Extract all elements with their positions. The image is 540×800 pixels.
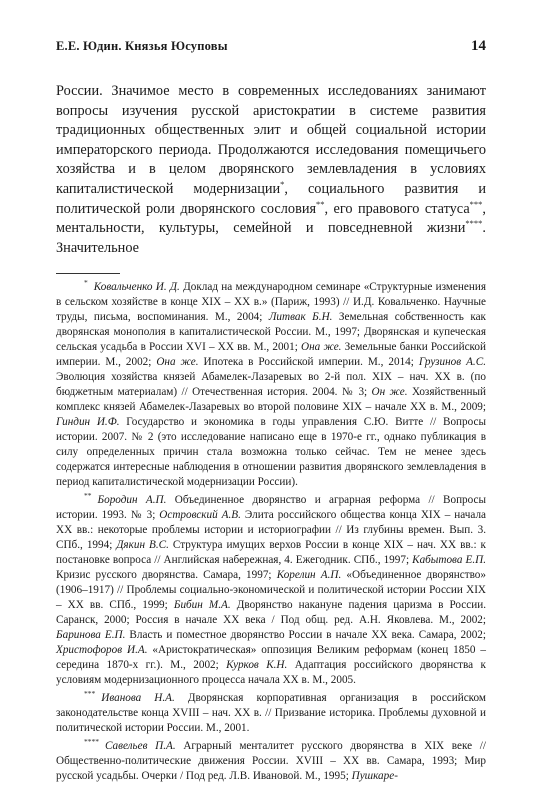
- footnote-author: Она же.: [301, 340, 342, 353]
- footnote-text: Власть и поместное дворянство России в начале XX века. Самара, 2002;: [125, 628, 486, 641]
- footnotes: [56, 277, 487, 784]
- running-head: Е.Е. Юдин. Князья Юсуповы: [56, 39, 228, 53]
- footnote-author: Грузинов А.С.: [418, 355, 486, 368]
- footnote-mark: *: [84, 277, 88, 287]
- footnote-author: Она же.: [156, 355, 199, 368]
- footnote-text: Структура имущих верхов России в конце XIX – нач. XX вв.: к постановке вопроса // Английская набережная, 4. Ежегодник. СПб., 1997;: [56, 538, 486, 566]
- footnote-author: Гиндин И.Ф.: [56, 415, 120, 428]
- footnote-text: Ипотека в Российской империи. М., 2014;: [198, 355, 419, 368]
- footnote-reference: ****: [465, 218, 483, 229]
- footnote-author: Кабытова Е.П.: [412, 553, 486, 566]
- footnote: [56, 277, 486, 490]
- main-text-segment: , ментальности, культуры, семейной и повседневной жизни: [56, 200, 486, 237]
- main-text-segment: , социального развития и политической роли дворянского сословия: [56, 180, 486, 217]
- footnote-reference: *: [280, 179, 285, 190]
- footnote-author: Бородин А.П.: [97, 493, 167, 506]
- footnote-text: Кризис русского дворянства. Самара, 1997;: [56, 568, 277, 581]
- footnote-author: Курков К.Н.: [226, 658, 288, 671]
- footnote-author: Он же.: [371, 385, 408, 398]
- footnote-text: Государство и экономика в годы управления С.Ю. Витте // Вопросы истории. 2007. № 2 (это исследование написано еще в 1970-е гг., однако публикация в силу определенных причин стала возможна только сейчас. Тем не менее здесь содержатся интересные наблюдения в отношении развития дворянского землевладения в период капиталистической модернизации России).: [56, 415, 486, 488]
- footnote-text: Хозяйственный комплекс князей Абамелек-Лазаревых во второй половине XIX – начале XX в. М., 2009;: [56, 385, 486, 413]
- footnote-text: Земельная собственность как дворянская монополия в капиталистической России. М., 1997; Дворянская и купеческая сельская усадьба в России XVI – XX вв. М., 2001;: [56, 310, 486, 353]
- footnote-text: Дворянская корпоративная организация в российском законодательстве конца XVIII – нач. XX в. // Призвание историка. Проблемы духовной и политической истории России. М., 2001.: [56, 691, 486, 734]
- footnote-author: Литвак Б.Н.: [268, 310, 333, 323]
- footnote-mark: **: [84, 490, 92, 500]
- main-text-paragraph: [56, 82, 486, 258]
- footnote-author: Савельев П.А.: [105, 739, 176, 752]
- footnote-text: «Аристократическая» оппозиция Великим реформам (конец 1850 – середина 1870-х гг.). М., 2002;: [56, 643, 486, 671]
- footnote-text: Адаптация российского дворянства к условиям модернизационного процесса начала XX в. М., 2005.: [56, 658, 486, 686]
- page-number: 14: [471, 38, 486, 54]
- footnote-author: Пушкаре-: [351, 769, 398, 782]
- footnote-author: Христофоров И.А.: [56, 643, 148, 656]
- footnote-text: Объединенное дворянство и аграрная реформа // Вопросы истории. 1993. № 3;: [56, 493, 486, 521]
- main-text-segment: России. Значимое место в современных исследованиях занимают вопросы изучения русской аристократии в системе развития традиционных общественных элит и общей социальной истории императорского периода. Продолжаются исследования помещичьего хозяйства и в целом дворянского землевладения в условиях капиталистической модернизации: [56, 83, 486, 197]
- footnote: [56, 490, 487, 688]
- footnote-text: Элита российского общества конца XIX – начала XX вв.: некоторые проблемы истории и историографии // Из глубины времен. Вып. 3. СПб., 1994;: [56, 508, 487, 551]
- footnote-text: Доклад на международном семинаре «Структурные изменения в сельском хозяйстве в конце XIX – XX в.» (Париж, 1993) // И.Д. Ковальченко. Научные труды, письма, воспоминания. М., 2004;: [56, 280, 486, 323]
- footnote-author: Иванова Н.А.: [101, 691, 175, 704]
- footnote-author: Бибин М.А.: [173, 598, 231, 611]
- footnote-text: Дворянство накануне падения царизма в России. Саранск, 2000; Россия в начале XX века / Под общ. ред. А.Н. Яковлева. М., 2002;: [56, 598, 486, 626]
- footnote-reference: ***: [469, 198, 483, 209]
- footnote-text: «Объединенное дворянство» (1906–1917) // Проблемы социально-экономической и политической истории России XIX – XX вв. СПб., 1999;: [56, 568, 486, 611]
- footnote-text: Эволюция хозяйства князей Абамелек-Лазаревых во 2-й пол. XIX – нач. XX в. (по бюджетным материалам) // Отечественная история. 2004. № 3;: [56, 370, 486, 398]
- footnote-text: Земельные банки Российской империи. М., 2002;: [56, 340, 486, 368]
- footnote-mark: ****: [84, 736, 99, 746]
- footnote-author: Островский А.В.: [159, 508, 241, 521]
- footnote-mark: ***: [84, 688, 96, 698]
- main-text-segment: . Значительное: [56, 220, 486, 256]
- footnote: [56, 688, 486, 736]
- footnote: [56, 736, 486, 784]
- page-header: [56, 38, 486, 58]
- footnote-author: Ковальченко И. Д.: [93, 280, 180, 293]
- footnote-reference: **: [316, 198, 325, 209]
- footnote-author: Дякин В.С.: [116, 538, 169, 551]
- footnote-divider: [56, 273, 120, 274]
- footnote-text: Аграрный менталитет русского дворянства в XIX веке // Общественно-политические движения России. XVIII – XX вв. Самара, 1993; Мир русской усадьбы. Очерки / Под ред. Л.В. Ивановой. М., 1995;: [56, 739, 486, 782]
- book-page: [56, 38, 486, 787]
- footnote-author: Корелин А.П.: [276, 568, 342, 581]
- footnote-author: Баринова Е.П.: [56, 628, 126, 641]
- main-text-segment: , его правового статуса: [324, 200, 470, 217]
